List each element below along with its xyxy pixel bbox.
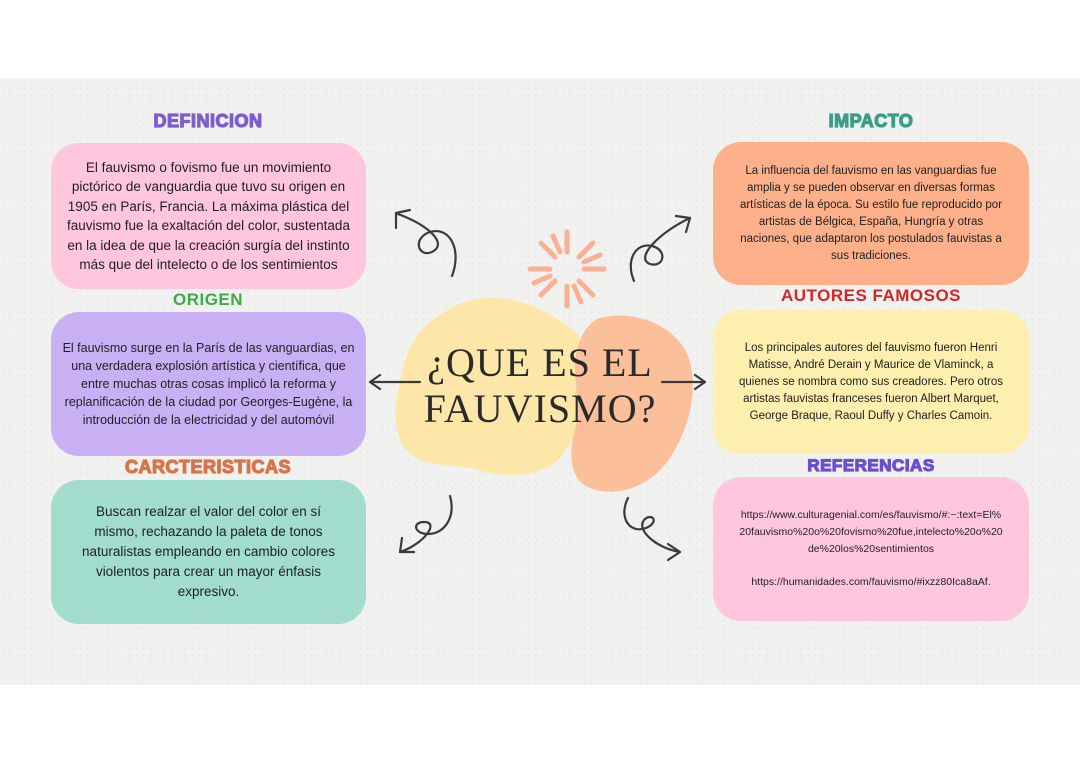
autores-text: Los principales autores del fauvismo fueron Henri Matisse, André Derain y Maurice de Vlaminck, a quienes se nombra como sus creadores. Pero otros artistas fauvistas franceses fueron Albert Marquet, George Braque, Raoul Duffy y Charles Camoin. (739, 341, 1003, 422)
sun-icon (530, 232, 604, 306)
definicion-box (51, 143, 366, 289)
caracteristicas-text: Buscan realzar el valor del color en sí mismo, rechazando la paleta de tonos naturalistas empleando en cambio colores violentos para crear un mayor énfasis expresivo. (82, 504, 335, 599)
origen-heading: ORIGEN (172, 290, 244, 309)
definicion-heading: DEFINICION (153, 111, 263, 131)
arrow-to-caracteristicas-icon (400, 496, 452, 552)
referencia-link-2[interactable]: https://humanidades.com/fauvismo/#ixzz80Ica8aAf. (751, 576, 991, 588)
caracteristicas-heading: CARCTERISTICAS (124, 457, 291, 477)
autores-heading: AUTORES FAMOSOS (780, 286, 962, 305)
referencias-heading: REFERENCIAS (807, 456, 935, 475)
impacto-heading: IMPACTO (828, 111, 914, 131)
caracteristicas-box (51, 480, 366, 624)
autores-box (713, 310, 1029, 454)
arrow-to-impacto-icon (631, 216, 690, 281)
center-title: ¿QUE ES EL FAUVISMO? (423, 340, 657, 431)
arrow-to-definicion-icon (396, 210, 456, 276)
origen-text: El fauvismo surge en la París de las vanguardias, en una verdadera explosión artística y científica, que entre muchas otras cosas implicó la reforma y replanificación de la ciudad por Georges-Eugène, la introducción de la electricidad y del automóvil (62, 341, 355, 427)
impacto-box (713, 142, 1029, 285)
referencias-box (713, 477, 1029, 621)
impacto-text: La influencia del fauvismo en las vanguardias fue amplia y se pueden observar en diversas formas artísticas de la época. Su estilo fue reproducido por artistas de Bélgica, España, Hungría y otras naciones, que adaptaron los postulados fauvistas a sus tradiciones. (739, 164, 1003, 262)
arrow-to-referencias-icon (624, 498, 680, 560)
definicion-text: El fauvismo o fovismo fue un movimiento pictórico de vanguardia que tuvo su origen en 1905 en París, Francia. La máxima plástica del fauvismo fue la exaltación del color, sustentada en la idea de que la creación surgía del instinto más que del intelecto o de los sentimientos (67, 159, 350, 272)
origen-box (51, 312, 366, 456)
referencia-link-1[interactable]: https://www.culturagenial.com/es/fauvismo/#:~:text=El%20fauvismo%20o%20fovismo%20fue,intelecto%20o%20de%20los%20sentimientos (739, 509, 1003, 555)
